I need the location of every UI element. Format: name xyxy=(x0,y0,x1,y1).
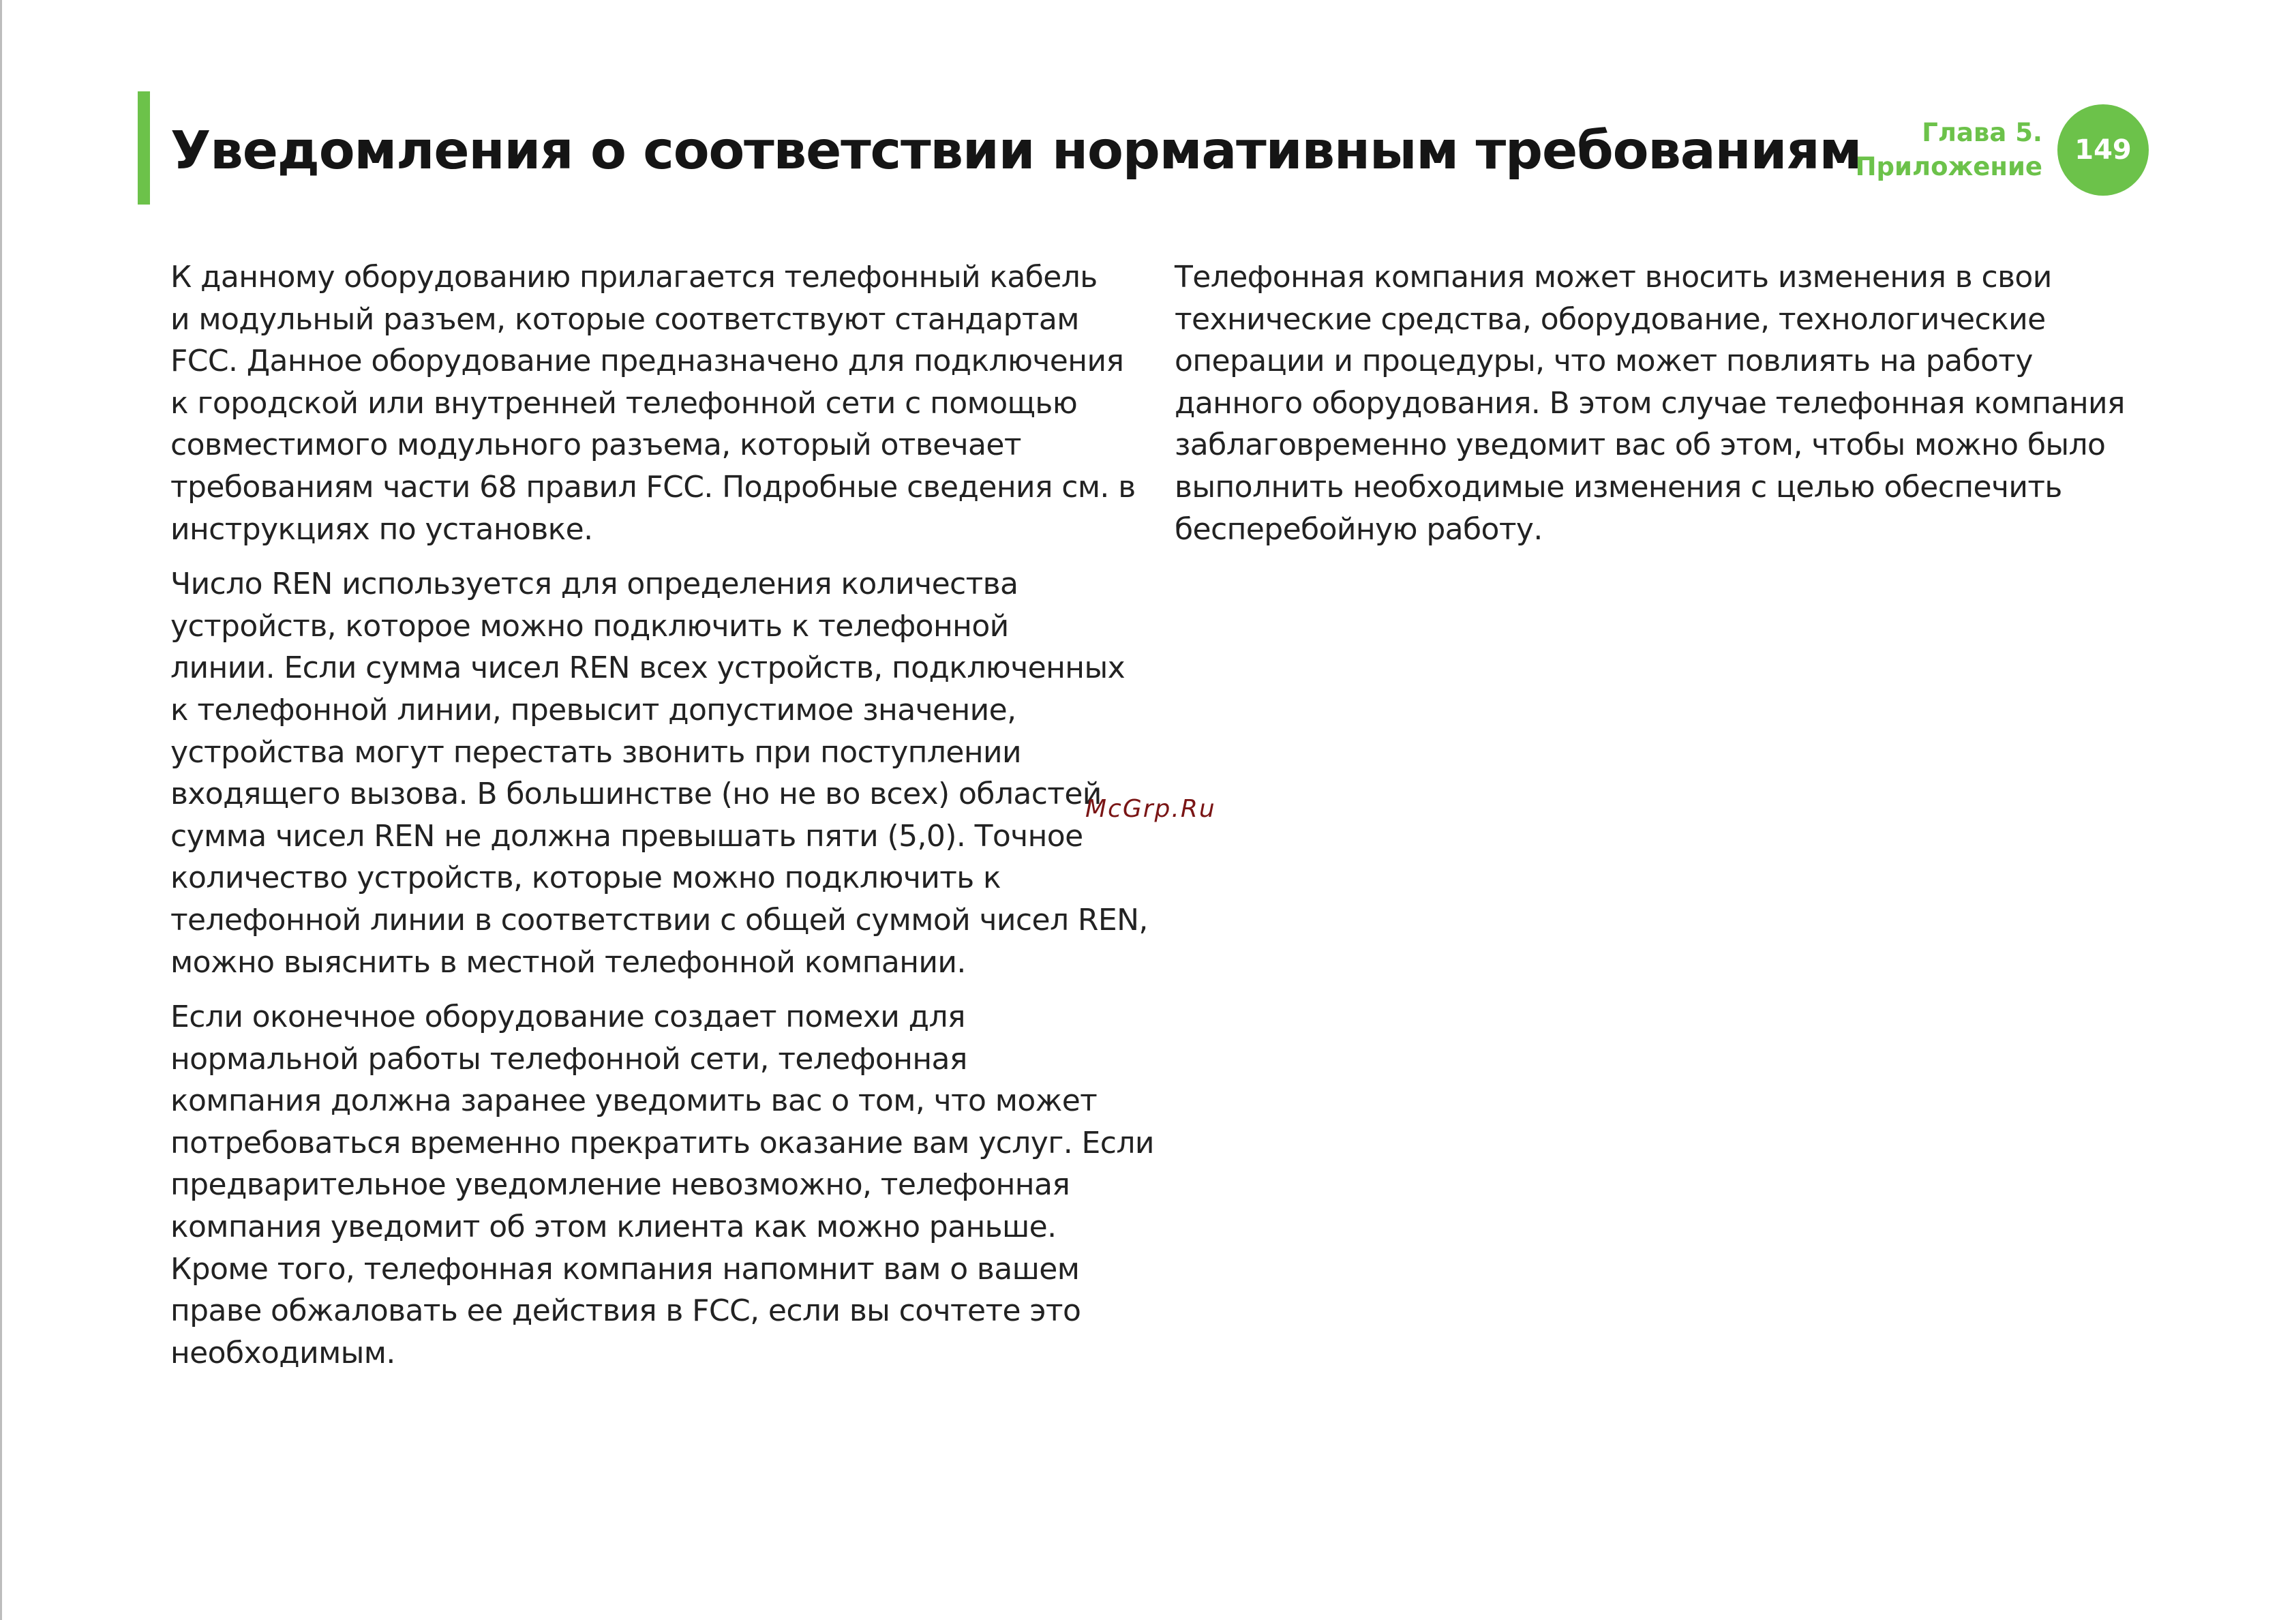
text-line: предварительное уведомление невозможно, телефонная xyxy=(170,1167,1070,1203)
text-line: FCC. Данное оборудование предназначено для подключения xyxy=(170,344,1124,379)
text-line: к городской или внутренней телефонной сети с помощью xyxy=(170,385,1078,421)
text-line: инструкциях по установке. xyxy=(170,511,593,547)
page-edge xyxy=(0,0,2,1620)
text-line: Телефонная компания может вносить изменения в свои xyxy=(1175,260,2052,295)
text-line: заблаговременно уведомит вас об этом, чтобы можно было xyxy=(1175,427,2106,463)
text-line: можно выяснить в местной телефонной компании. xyxy=(170,944,966,980)
text-line: компания должна заранее уведомить вас о том, что может xyxy=(170,1083,1098,1119)
paragraph-ren xyxy=(170,563,1148,983)
text-line: бесперебойную работу. xyxy=(1175,511,1543,547)
paragraph-interference xyxy=(170,996,1154,1374)
text-line: количество устройств, которые можно подключить к xyxy=(170,860,1001,896)
text-line: технические средства, оборудование, технологические xyxy=(1175,301,2046,337)
text-line: операции и процедуры, что может повлиять на работу xyxy=(1175,344,2033,379)
text-line: Кроме того, телефонная компания напомнит вам о вашем xyxy=(170,1251,1080,1287)
chapter-label xyxy=(1856,116,2042,184)
right-column xyxy=(1175,256,2143,563)
paragraph-cable-connector xyxy=(170,256,1138,550)
chapter-name: Приложение xyxy=(1855,152,2042,181)
text-line: компания уведомит об этом клиента как можно раньше. xyxy=(170,1210,1057,1245)
paragraph-changes xyxy=(1175,256,2143,550)
text-line: телефонной линии в соответствии с общей суммой чисел REN, xyxy=(170,902,1148,937)
text-line: устройства могут перестать звонить при поступлении xyxy=(170,734,1021,770)
text-line: данного оборудования. В этом случае телефонная компания xyxy=(1175,385,2125,421)
text-line: необходимым. xyxy=(170,1335,395,1370)
text-line: и модульный разъем, которые соответствуют стандартам xyxy=(170,301,1079,337)
text-line: совместимого модульного разъема, который отвечает xyxy=(170,427,1021,463)
chapter-number: Глава 5. xyxy=(1922,118,2042,147)
text-line: требованиям части 68 правил FCC. Подробные сведения см. в xyxy=(170,469,1136,505)
text-line: входящего вызова. В большинстве (но не во всех) областей xyxy=(170,777,1102,812)
text-line: выполнить необходимые изменения с целью обеспечить xyxy=(1175,469,2062,505)
page-title: Уведомления о соответствии нормативным требованиям xyxy=(170,121,1862,181)
text-line: устройств, которое можно подключить к телефонной xyxy=(170,608,1009,644)
text-line: сумма чисел REN не должна превышать пяти (5,0). Точное xyxy=(170,818,1083,854)
text-line: Число REN используется для определения количества xyxy=(170,567,1018,602)
text-line: линии. Если сумма чисел REN всех устройств, подключенных xyxy=(170,650,1126,686)
watermark: McGrp.Ru xyxy=(1085,795,1216,823)
text-line: нормальной работы телефонной сети, телефонная xyxy=(170,1041,967,1077)
text-line: Если оконечное оборудование создает помехи для xyxy=(170,1000,965,1035)
text-line: праве обжаловать ее действия в FCC, если вы сочтете это xyxy=(170,1293,1081,1329)
text-line: к телефонной линии, превысит допустимое значение, xyxy=(170,692,1016,728)
title-accent-bar xyxy=(138,91,150,205)
text-line: К данному оборудованию прилагается телефонный кабель xyxy=(170,260,1098,295)
page-number-badge: 149 xyxy=(2057,104,2149,196)
text-line: потребоваться временно прекратить оказание вам услуг. Если xyxy=(170,1125,1154,1160)
